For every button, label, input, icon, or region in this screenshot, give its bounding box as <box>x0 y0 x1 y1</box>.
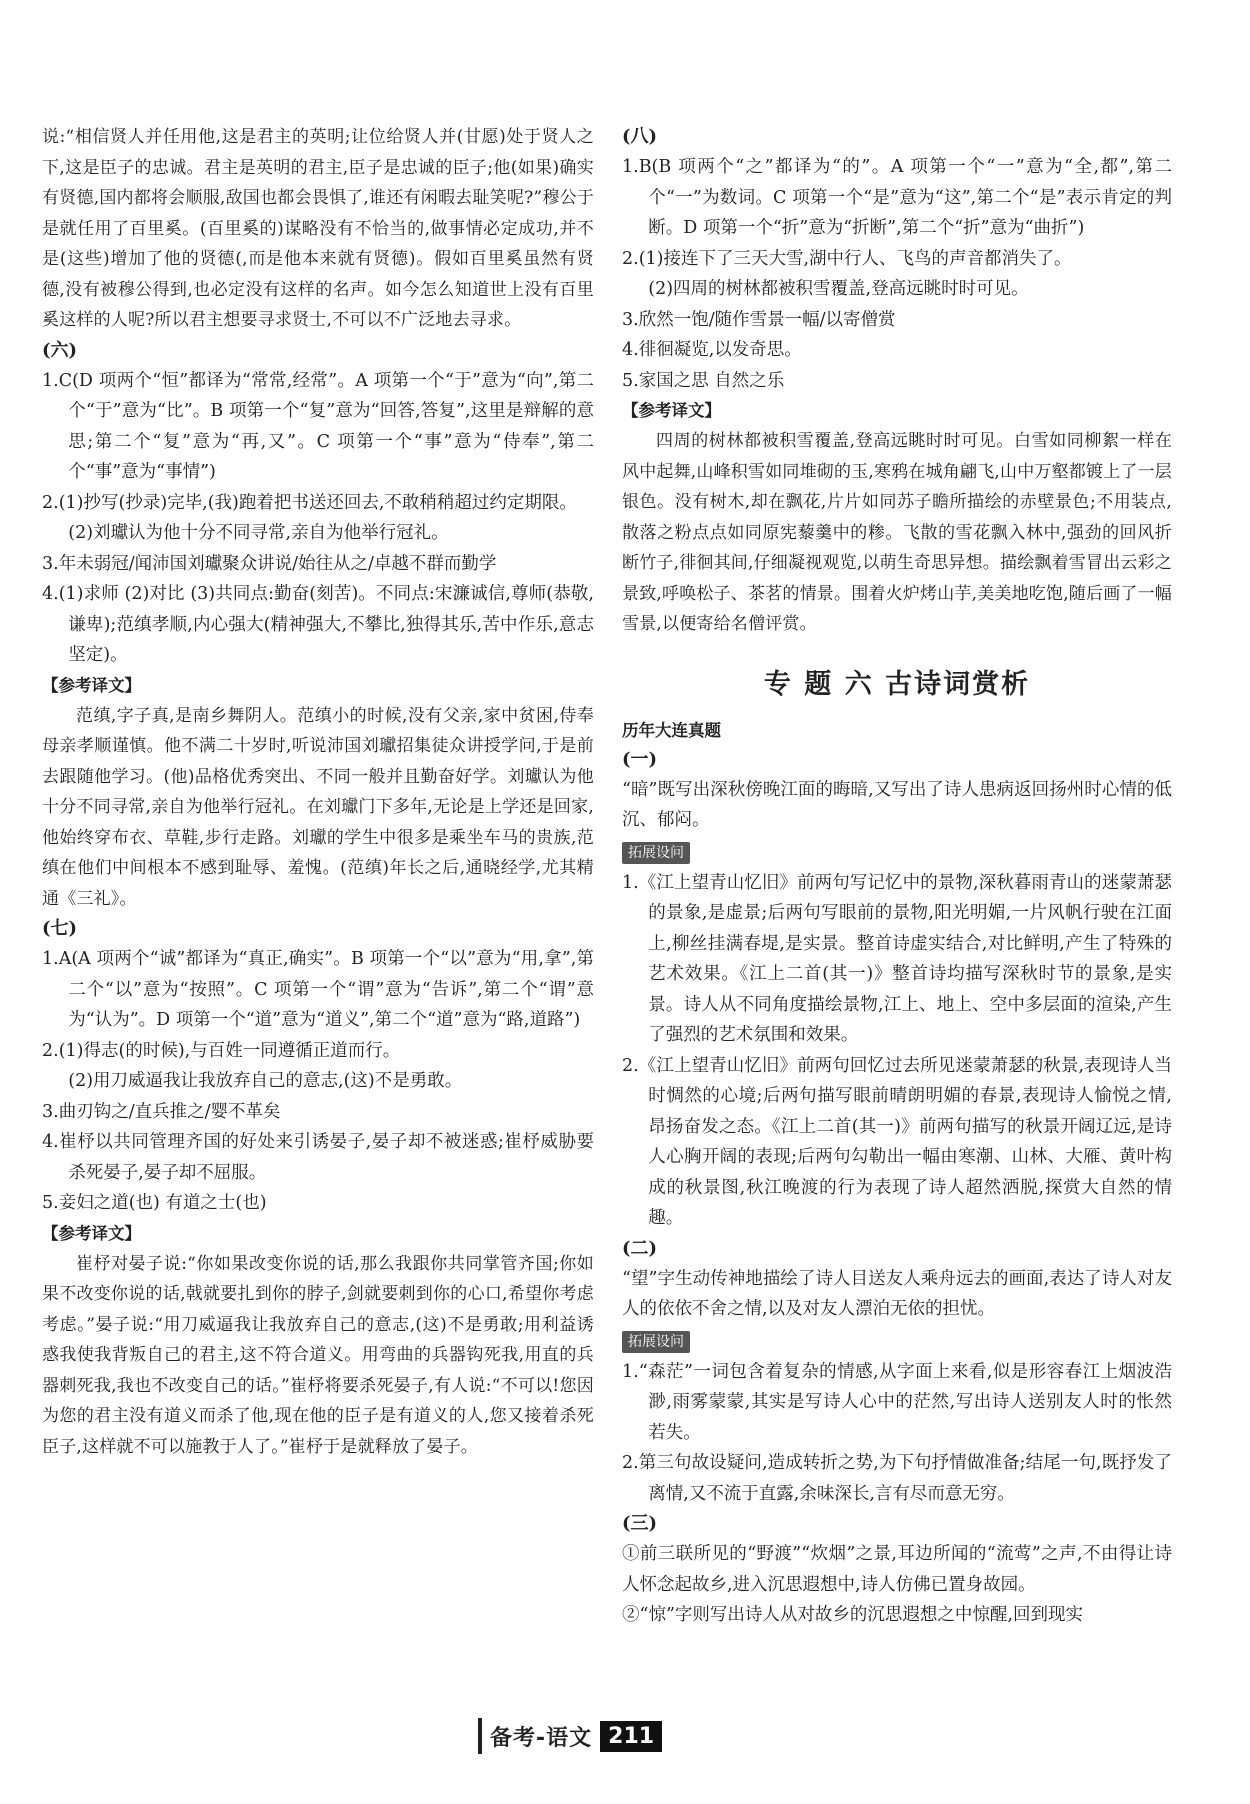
answer-item: 3.年未弱冠/闻沛国刘瓛聚众讲说/始往从之/卓越不群而勤学 <box>42 553 497 574</box>
answer-item: 4.崔杼以共同管理齐国的好处来引诱晏子,晏子却不被迷惑;崔杼威胁要杀死晏子,晏子却不屈服。 <box>42 1132 594 1183</box>
poem-section-2-title: (二) <box>622 1237 658 1259</box>
answer-item: 1.《江上望青山忆旧》前两句写记忆中的景物,深秋暮雨青山的迷蒙萧瑟的景象,是虚景;后两句写眼前的景物,阳光明媚,一片风帆行驶在江面上,柳丝挂满春堤,是实景。整首诗虚实结合,对比鲜明,产生了特殊的艺术效果。《江上二首(其一)》整首诗均描写深秋时节的景象,是实景。诗人从不同角度描绘景物,江上、地上、空中多层面的渲染,产生了强烈的艺术氛围和效果。 <box>622 872 1172 1045</box>
answer-item: 2.《江上望青山忆旧》前两句回忆过去所见迷蒙萧瑟的秋景,表现诗人当时惆然的心境;后两句描写眼前晴朗明媚的春景,表现诗人愉悦之情,昂扬奋发之态。《江上二首(其一)》前两句描写的秋景开阔辽远,是诗人心胸开阔的表现;后两句勾勒出一幅由寒潮、山林、大雁、黄叶构成的秋景图,秋江晚渡的行为表现了诗人超然洒脱,探赏大自然的情趣。 <box>622 1055 1172 1228</box>
section-8 <box>622 122 1172 640</box>
answer-item: 3.曲刃钩之/直兵推之/婴不革矣 <box>42 1101 281 1122</box>
answer-item: 2.(1)得志(的时候),与百姓一同遵循正道而行。 <box>42 1040 401 1061</box>
answer-subitem: (2)刘瓛认为他十分不同寻常,亲自为他举行冠礼。 <box>68 523 449 543</box>
answer-item: 1.B(B 项两个“之”都译为“的”。A 项第一个“一”意为“全,都”,第二个“一”为数词。C 项第一个“是”意为“这”,第二个“是”表示肯定的判断。D 项第一个“折”意为“折断”,第二个“折”意为“曲折”) <box>622 157 1172 238</box>
section-7-title: (七) <box>42 918 78 939</box>
footer-divider <box>478 1718 482 1754</box>
answer-item: 1.“森茫”一词包含着复杂的情感,从字面上来看,似是形容春江上烟波浩渺,雨雾蒙蒙,其实是写诗人心中的茫然,写出诗人送别友人时的怅然若失。 <box>622 1361 1172 1443</box>
reference-translation-label: 【参考译文】 <box>42 1223 141 1243</box>
page-footer <box>478 1716 662 1756</box>
reference-translation: 四周的树林都被积雪覆盖,登高远眺时时可见。白雪如同柳絮一样在风中起舞,山峰积雪如同堆砌的玉,寒鸦在城角翩飞,山中万壑都镀上了一层银色。没有树木,却在飘花,片片如同苏子瞻所描绘的赤壁景色;不用装点,散落之粉点点如同原宪藜羹中的糁。飞散的雪花飘入林中,强劲的回风折断竹子,徘徊其间,仔细凝视观览,以萌生奇思异想。描绘飘着雪冒出云彩之景致,呼唤松子、茶茗的情景。围着火炉烤山芋,美美地吃饱,随后画了一幅雪景,以便寄给名僧评赏。 <box>622 431 1173 634</box>
right-column <box>622 122 1172 1631</box>
poem-section-1-title: (一) <box>622 748 658 770</box>
translation-continued: 说:“相信贤人并任用他,这是君主的英明;让位给贤人并(甘愿)处于贤人之下,这是臣子的忠诚。君主是英明的君主,臣子是忠诚的臣子;他(如果)确实有贤德,国内都将会顺服,敌国也都会畏惧了,谁还有闲暇去耻笑呢?”穆公于是就任用了百里奚。(百里奚的)谋略没有不恰当的,做事情必定成功,并不是(这些)增加了他的贤德(,而是他本来就有贤德)。假如百里奚虽然有贤德,没有被穆公得到,也必定没有这样的名声。如今怎么知道世上没有百里奚这样的人呢?所以君主想要寻求贤士,不可以不广泛地去寻求。 <box>42 127 594 330</box>
poem-section-3 <box>622 1509 1172 1631</box>
answer-item: 2.第三句故设疑问,造成转折之势,为下句抒情做准备;结尾一句,既抒发了离情,又不流于直露,余味深长,言有尽而意无穷。 <box>622 1453 1172 1504</box>
section-8-title: (八) <box>622 126 658 147</box>
answer-item: 3.欣然一饱/随作雪景一幅/以寄僧赏 <box>622 309 896 330</box>
section-6-title: (六) <box>42 339 78 361</box>
answer-item: ②“惊”字则写出诗人从对故乡的沉思遐想之中惊醒,回到现实 <box>622 1605 1083 1625</box>
extended-question-tag: 拓展设问 <box>622 842 690 864</box>
answer-item: 4.徘徊凝览,以发奇思。 <box>622 340 802 360</box>
answer-text: “望”字生动传神地描绘了诗人目送友人乘舟远去的画面,表达了诗人对友人的依依不舍之情,以及对友人漂泊无依的担忧。 <box>622 1268 1172 1319</box>
answer-item: 1.C(D 项两个“恒”都译为“常常,经常”。A 项第一个“于”意为“向”,第二个“于”意为“比”。B 项第一个“复”意为“回答,答复”,这里是辩解的意思;第二个“复”意为“再,又”。C 项第一个“事”意为“侍奉”,第二个“事”意为“事情”) <box>42 370 594 482</box>
answer-subitem: (2)四周的树林都被积雪覆盖,登高远眺时时可见。 <box>648 279 1029 299</box>
poem-section-1 <box>622 745 1172 1234</box>
topic-heading: 专 题 六 古诗词赏析 <box>763 668 1031 700</box>
answer-item: 2.(1)接连下了三天大雪,湖中行人、飞鸟的声音都消失了。 <box>622 248 1072 269</box>
reference-translation: 崔杼对晏子说:“你如果改变你说的话,那么我跟你共同掌管齐国;你如果不改变你说的话,戟就要扎到你的脖子,剑就要刺到你的心口,希望你考虑考虑。”晏子说:“用刀威逼我让我放弃自己的意志,(这)不是勇敢;用利益诱惑我使我背叛自己的君主,这不符合道义。用弯曲的兵器钩死我,用直的兵器刺死我,我也不改变自己的话。”崔杼将要杀死晏子,有人说:“不可以!您因为您的君主没有道义而杀了他,现在他的臣子是有道义的人,您又接着杀死臣子,这样就不可以施教于人了。”崔杼于是就释放了晏子。 <box>42 1253 594 1457</box>
subtopic-heading: 历年大连真题 <box>622 720 721 740</box>
answer-item: 2.(1)抄写(抄录)完毕,(我)跑着把书送还回去,不敢稍稍超过约定期限。 <box>42 492 577 513</box>
reference-translation-label: 【参考译文】 <box>42 675 141 695</box>
answer-item: 5.妾妇之道(也) 有道之士(也) <box>42 1193 267 1213</box>
answer-text: “暗”既写出深秋傍晚江面的晦暗,又写出了诗人患病返回扬州时心情的低沉、郁闷。 <box>622 779 1172 830</box>
poem-section-2 <box>622 1234 1172 1510</box>
answer-item: 4.(1)求师 (2)对比 (3)共同点:勤奋(刻苦)。不同点:宋濂诚信,尊师(恭敬,谦卑);范缜孝顺,内心强大(精神强大,不攀比,独得其乐,苦中作乐,意志坚定)。 <box>42 584 594 665</box>
page-number: 211 <box>600 1721 662 1752</box>
answer-item: 5.家国之思 自然之乐 <box>622 370 785 391</box>
section-6 <box>42 336 594 915</box>
left-column <box>42 122 594 1462</box>
answer-item: 1.A(A 项两个“诚”都译为“真正,确实”。B 项第一个“以”意为“用,拿”,第二个“以”意为“按照”。C 项第一个“谓”意为“告诉”,第二个“谓”意为“认为”。D 项第一个“道”意为“道义”,第二个“道”意为“路,道路”) <box>42 949 594 1030</box>
extended-question-tag: 拓展设问 <box>622 1331 690 1353</box>
answer-subitem: (2)用刀威逼我让我放弃自己的意志,(这)不是勇敢。 <box>68 1071 463 1091</box>
reference-translation-label: 【参考译文】 <box>622 401 721 420</box>
section-7 <box>42 914 594 1462</box>
subject-label: 备考-语文 <box>490 1725 593 1751</box>
answer-item: ①前三联所见的“野渡”“炊烟”之景,耳边所闻的“流莺”之声,不由得让诗人怀念起故乡,进入沉思遐想中,诗人仿佛已置身故园。 <box>622 1544 1172 1595</box>
poem-section-3-title: (三) <box>622 1513 658 1534</box>
reference-translation: 范缜,字子真,是南乡舞阴人。范缜小的时候,没有父亲,家中贫困,侍奉母亲孝顺谨慎。他不满二十岁时,听说沛国刘瓛招集徒众讲授学问,于是前去跟随他学习。(他)品格优秀突出、不同一般并且勤奋好学。刘瓛认为他十分不同寻常,亲自为他举行冠礼。在刘瓛门下多年,无论是上学还是回家,他始终穿布衣、草鞋,步行走路。刘瓛的学生中很多是乘坐车马的贵族,范缜在他们中间根本不感到耻辱、羞愧。(范缜)年长之后,通晓经学,尤其精通《三礼》。 <box>42 705 594 909</box>
